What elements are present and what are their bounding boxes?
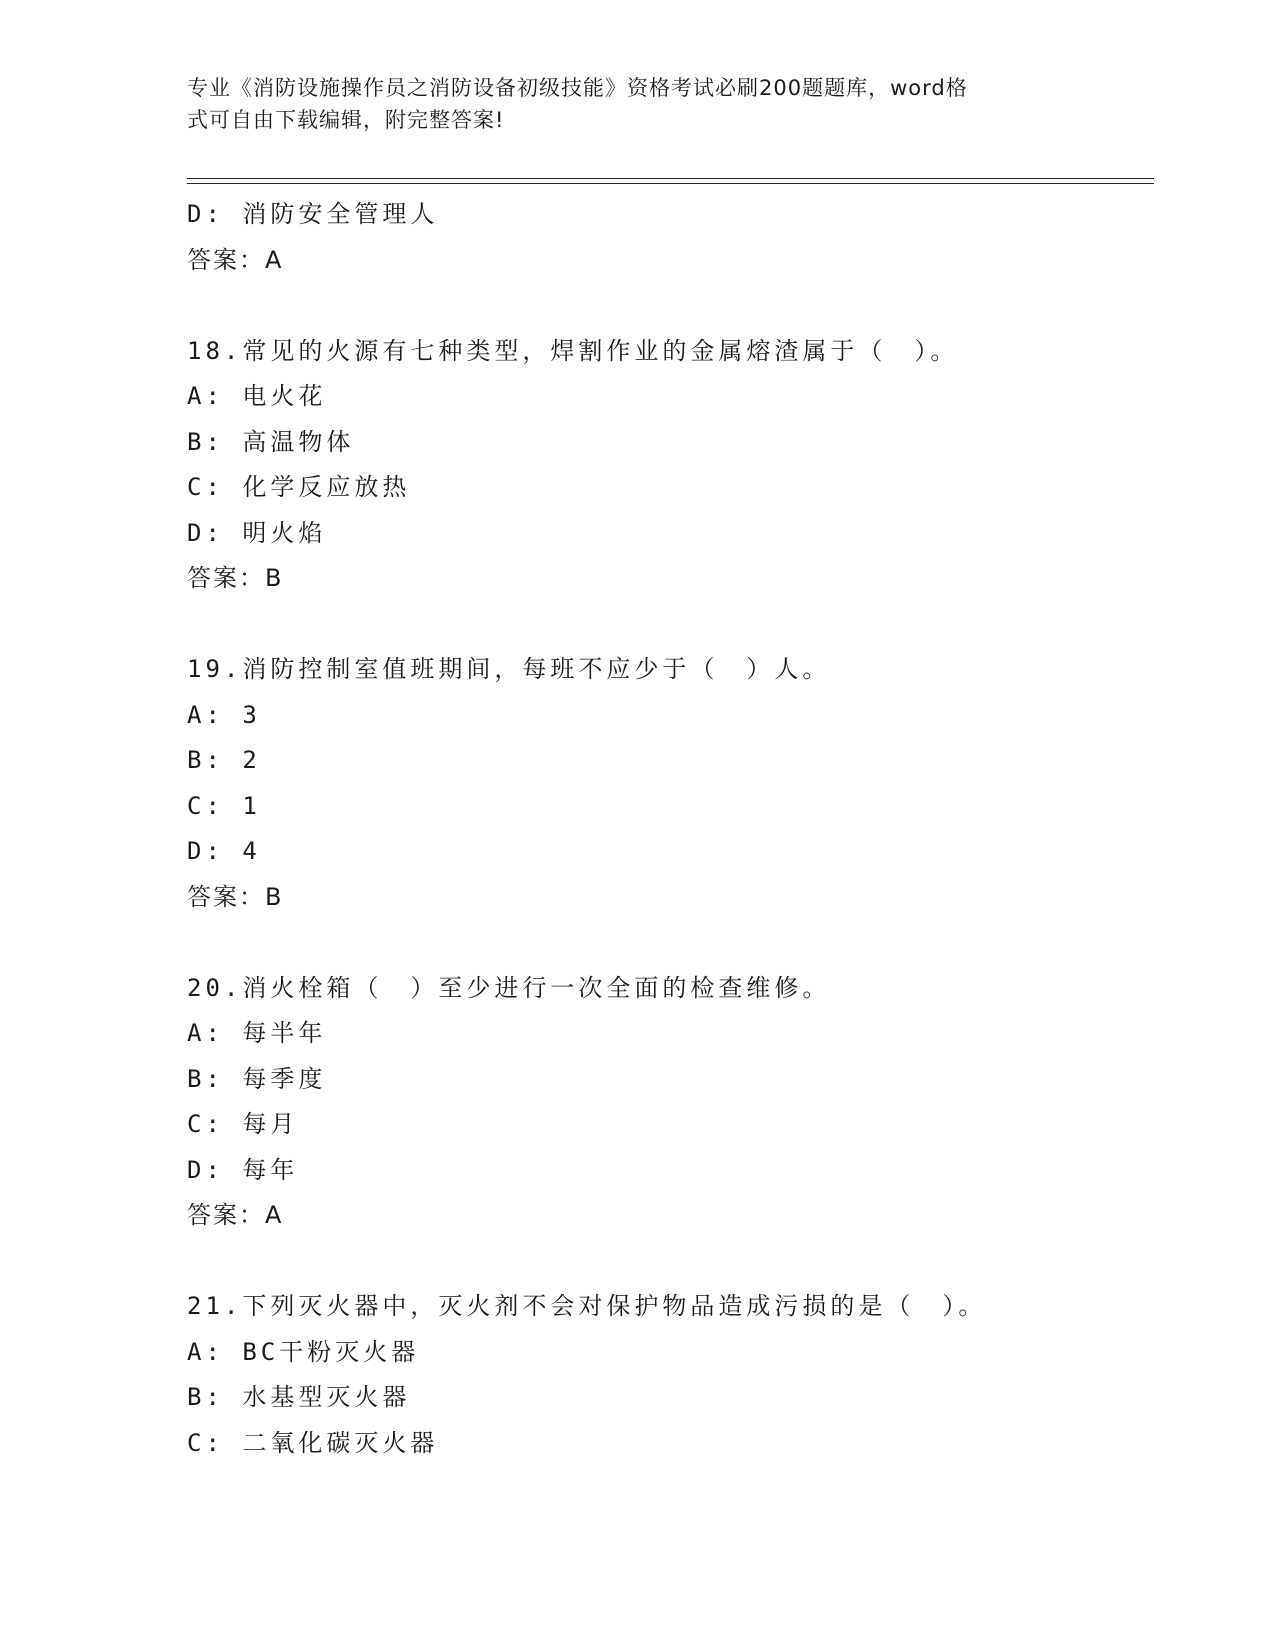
option-b: B: 水基型灭火器 [187,1383,411,1411]
header-rule-top [187,178,1154,179]
option-b: B: 每季度 [187,1064,327,1093]
question-19 [187,647,1147,920]
question-stem: 21.下列灭火器中，灭火剂不会对保护物品造成污损的是（ ）。 [187,1292,987,1320]
document-header [187,72,1067,136]
question-stem: 18.常见的火源有七种类型，焊割作业的金属熔渣属于（ ）。 [187,336,959,365]
answer: 答案：A [187,245,284,274]
option-a: A: BC干粉灭火器 [187,1337,420,1366]
option-c: C: 1 [187,791,261,820]
option-d: D: 每年 [187,1155,299,1184]
question-18 [187,329,1147,602]
option-b: B: 高温物体 [187,427,355,456]
option-a: A: 电火花 [187,382,327,410]
option-c: C: 每月 [187,1110,299,1138]
option-d: D: 明火焰 [187,518,327,547]
option-d: D: 4 [187,837,261,865]
question-20 [187,966,1147,1239]
option-c: C: 二氧化碳灭火器 [187,1428,439,1457]
question-21 [187,1284,1147,1466]
question-stem: 20.消火栓箱（ ）至少进行一次全面的检查维修。 [187,973,831,1002]
option-a: A: 每半年 [187,1019,327,1047]
answer: 答案：B [187,882,284,911]
option-a: A: 3 [187,700,261,729]
option-c: C: 化学反应放热 [187,473,411,501]
header-line-1: 专业《消防设施操作员之消防设备初级技能》资格考试必刷200题题库，word格 [187,76,968,100]
question-list [187,192,1147,1466]
header-line-2: 式可自由下载编辑，附完整答案! [187,108,505,132]
answer: 答案：A [187,1201,284,1229]
question-stem: 19.消防控制室值班期间，每班不应少于（ ）人。 [187,655,831,683]
header-rule-bottom [187,183,1154,184]
option-b: B: 2 [187,746,261,774]
answer: 答案：B [187,564,284,592]
option-d: D: 消防安全管理人 [187,200,439,228]
